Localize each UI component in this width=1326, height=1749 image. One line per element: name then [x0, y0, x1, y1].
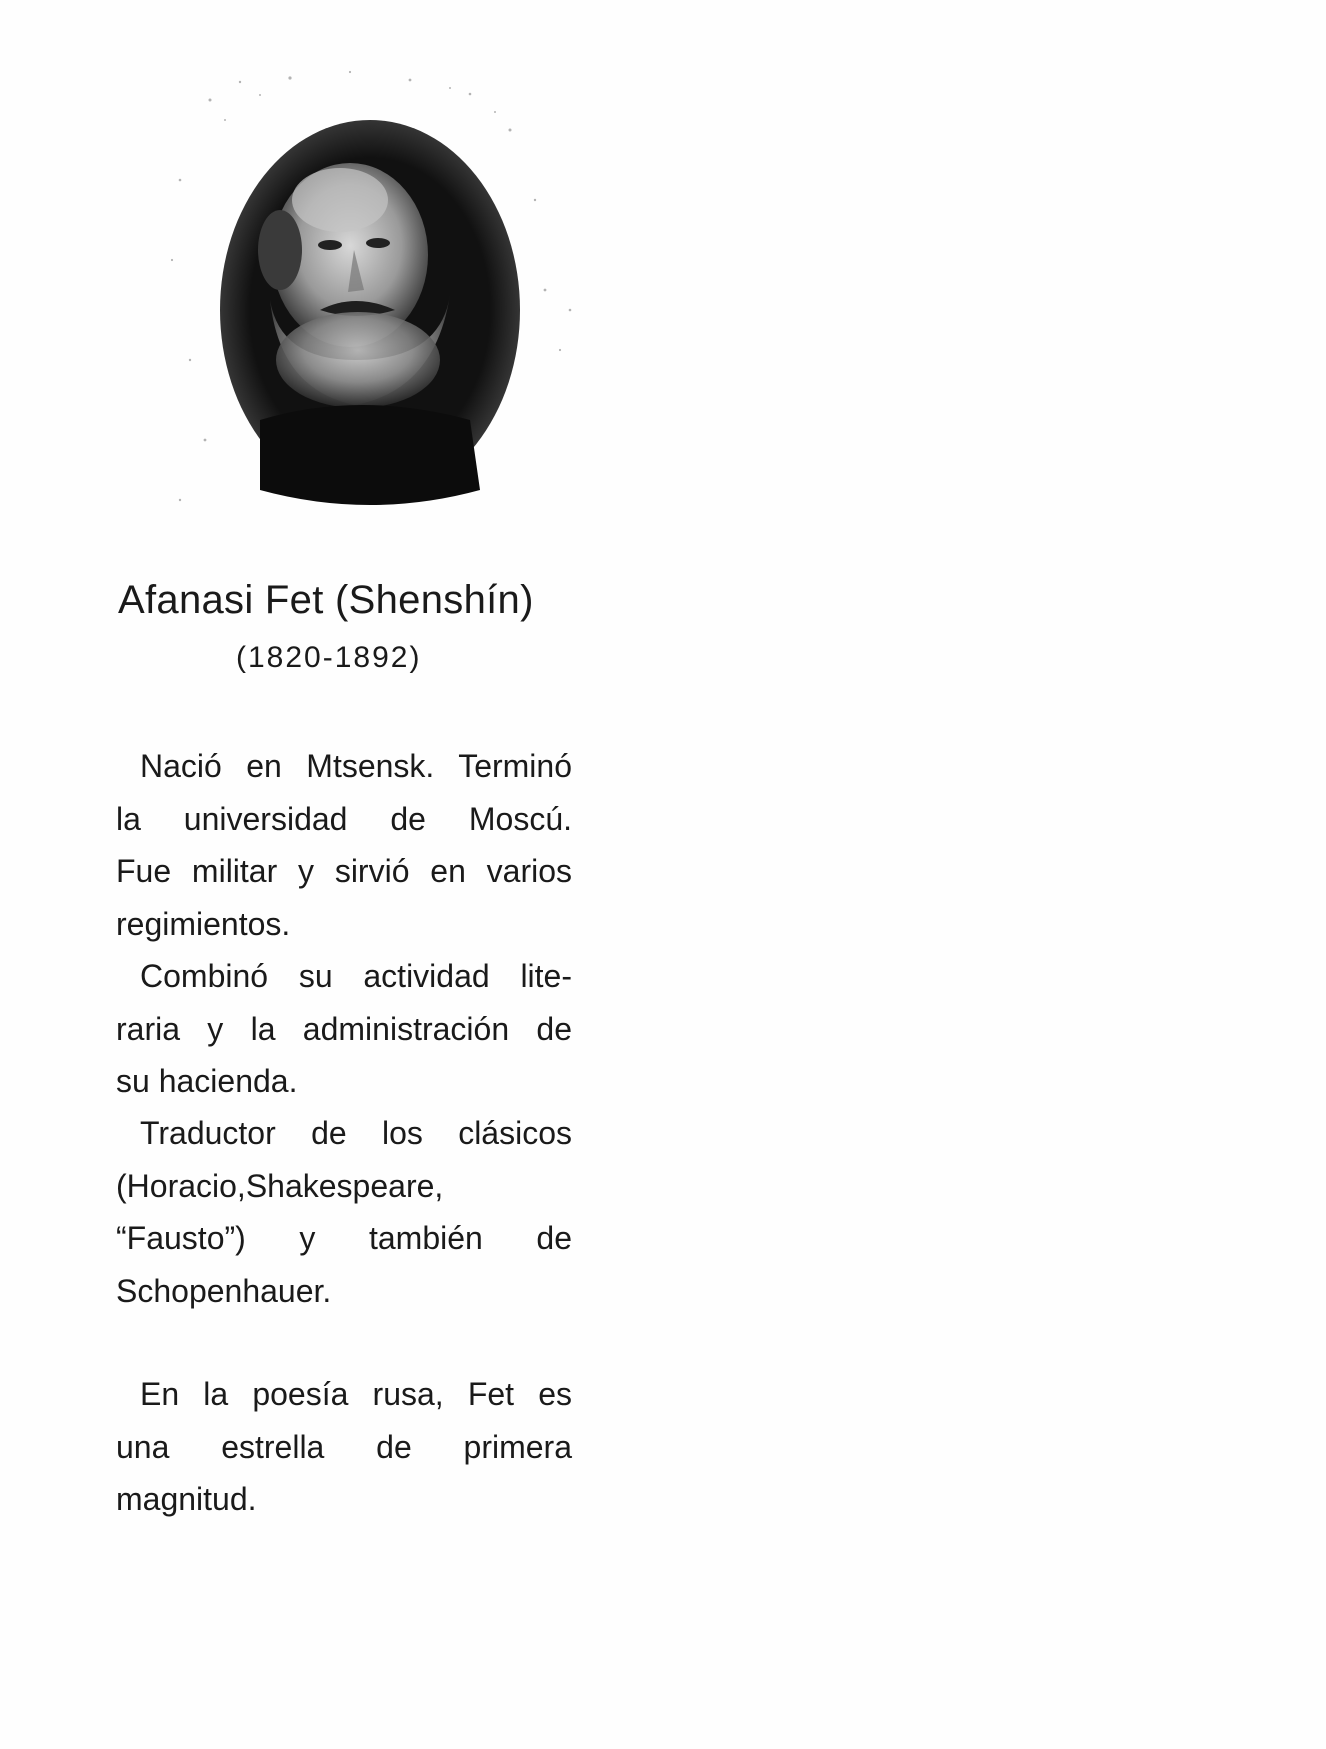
bio-paragraph-2	[116, 950, 572, 1108]
bio-line: Traductor de los clásicos	[140, 1115, 572, 1151]
bio-paragraph-1	[116, 740, 572, 950]
bio-line: Combinó su actividad lite-	[140, 958, 572, 994]
bio-line: una estrella de primera	[116, 1428, 572, 1465]
author-name: Afanasi Fet (Shenshín)	[118, 578, 534, 622]
bio-line: En la poesía rusa, Fet es	[140, 1376, 572, 1412]
bio-line: Nació en Mtsensk. Terminó	[140, 748, 572, 784]
bio-line: “Fausto”) y también de	[116, 1220, 572, 1257]
bio-line: Schopenhauer.	[116, 1272, 332, 1309]
bio-line: la universidad de Moscú.	[116, 800, 572, 837]
bio-paragraph-3	[116, 1107, 572, 1317]
author-dates: (1820-1892)	[236, 641, 422, 674]
bio-line: regimientos.	[116, 905, 291, 942]
bio-line: magnitud.	[116, 1481, 257, 1518]
bio-paragraph-4	[116, 1368, 572, 1526]
portrait-image	[150, 60, 590, 530]
bio-line: (Horacio,Shakespeare,	[116, 1167, 444, 1204]
bio-line: su hacienda.	[116, 1063, 298, 1100]
author-portrait	[150, 60, 590, 530]
bio-line: raria y la administración de	[116, 1010, 572, 1047]
bio-line: Fue militar y sirvió en varios	[116, 853, 572, 890]
